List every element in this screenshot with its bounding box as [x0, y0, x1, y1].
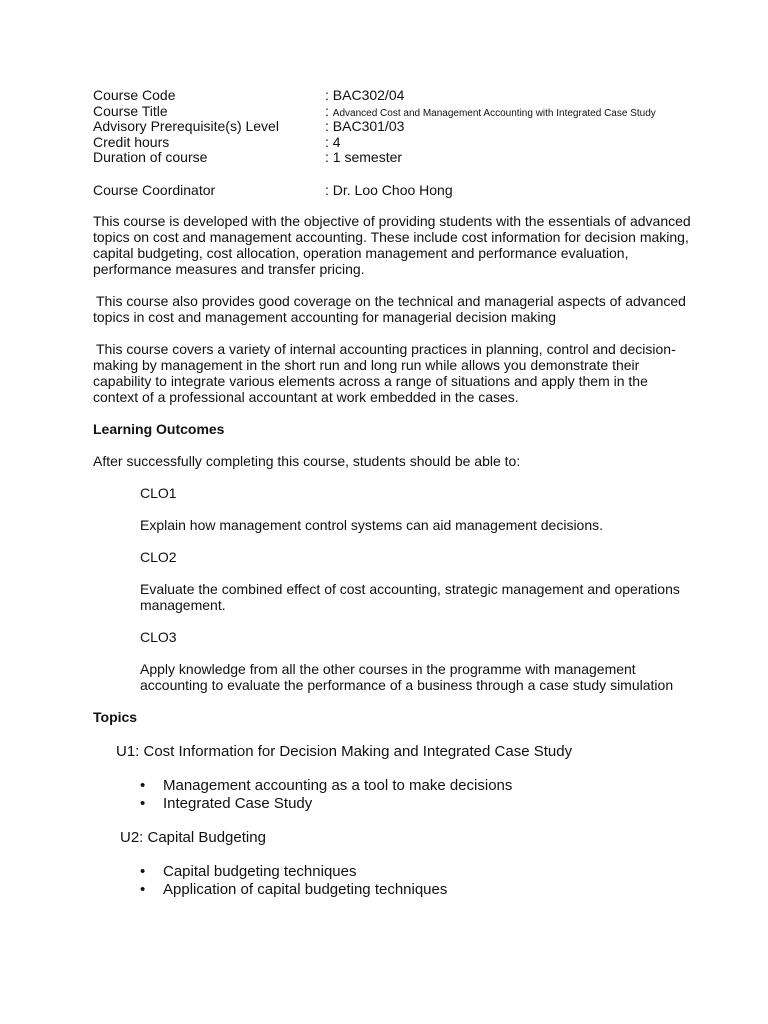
meta-value: : 4 — [325, 133, 341, 150]
unit-title: U2: Capital Budgeting — [120, 829, 266, 846]
meta-row-duration — [93, 149, 693, 165]
clo-text: Evaluate the combined effect of cost accounting, strategic management and operations management. — [140, 581, 680, 613]
bullet-icon: • — [140, 881, 146, 898]
meta-row-prerequisite — [93, 118, 693, 134]
clo-text: Explain how management control systems can aid management decisions. — [140, 517, 604, 533]
learning-outcomes-intro: After successfully completing this course, students should be able to: — [93, 453, 521, 469]
clo-code: CLO1 — [140, 485, 177, 501]
description-paragraph: This course is developed with the objective of providing students with the essentials of advanced topics on cost and management accounting. These include cost information for decision making, capital budgeting, cost allocation, operation management and performance evaluation, performance measures and transfer pricing. — [93, 213, 691, 277]
course-title-value: Advanced Cost and Management Accounting with Integrated Case Study — [332, 107, 656, 119]
list-item-text: Capital budgeting techniques — [163, 863, 357, 880]
meta-value: : BAC301/03 — [325, 118, 405, 134]
bullet-icon: • — [140, 777, 146, 794]
clo-code: CLO2 — [140, 549, 177, 565]
description-paragraph: This course also provides good coverage on the technical and managerial aspects of advanced topics in cost and management accounting for managerial decision making — [93, 293, 686, 325]
clo-code: CLO3 — [140, 629, 177, 645]
bullet-list — [93, 863, 693, 899]
meta-value — [325, 103, 656, 119]
list-item-text: Application of capital budgeting techniques — [163, 881, 448, 898]
meta-key: Course Coordinator — [93, 181, 216, 198]
meta-value-prefix: : — [325, 102, 333, 119]
meta-key: Course Title — [93, 102, 168, 119]
meta-key: Advisory Prerequisite(s) Level — [93, 118, 279, 134]
bullet-icon: • — [140, 863, 146, 880]
description-paragraph: This course covers a variety of internal accounting practices in planning, control and decision-making by management in the short run and long run while allows you demonstrate their capability to integrate various elements across a range of situations and apply them in the context of a professional accountant at work embedded in the cases. — [93, 341, 676, 405]
bullet-list — [93, 777, 693, 813]
bullet-icon: • — [140, 795, 146, 812]
meta-value: : BAC302/04 — [325, 87, 405, 103]
meta-key: Credit hours — [93, 133, 170, 150]
spacer — [93, 165, 693, 182]
list-item — [93, 777, 693, 795]
meta-row-coordinator — [93, 182, 693, 198]
meta-value: : 1 semester — [325, 149, 403, 165]
meta-row-course-title — [93, 103, 693, 119]
list-item — [93, 795, 693, 813]
clo-text: Apply knowledge from all the other courses in the programme with management accounting to evaluate the performance of a business through a case study simulation — [140, 661, 674, 693]
meta-row-credit-hours — [93, 134, 693, 150]
list-item-text: Management accounting as a tool to make decisions — [163, 777, 513, 794]
meta-row-course-code — [93, 87, 693, 103]
document-page — [93, 87, 693, 899]
topics-heading: Topics — [93, 709, 138, 725]
meta-key: Course Code — [93, 87, 176, 103]
list-item-text: Integrated Case Study — [163, 795, 313, 812]
meta-key: Duration of course — [93, 149, 208, 165]
learning-outcomes-heading: Learning Outcomes — [93, 421, 225, 437]
list-item — [93, 863, 693, 881]
list-item — [93, 881, 693, 899]
meta-value: : Dr. Loo Choo Hong — [325, 181, 453, 198]
unit-title: U1: Cost Information for Decision Making and Integrated Case Study — [116, 743, 573, 760]
